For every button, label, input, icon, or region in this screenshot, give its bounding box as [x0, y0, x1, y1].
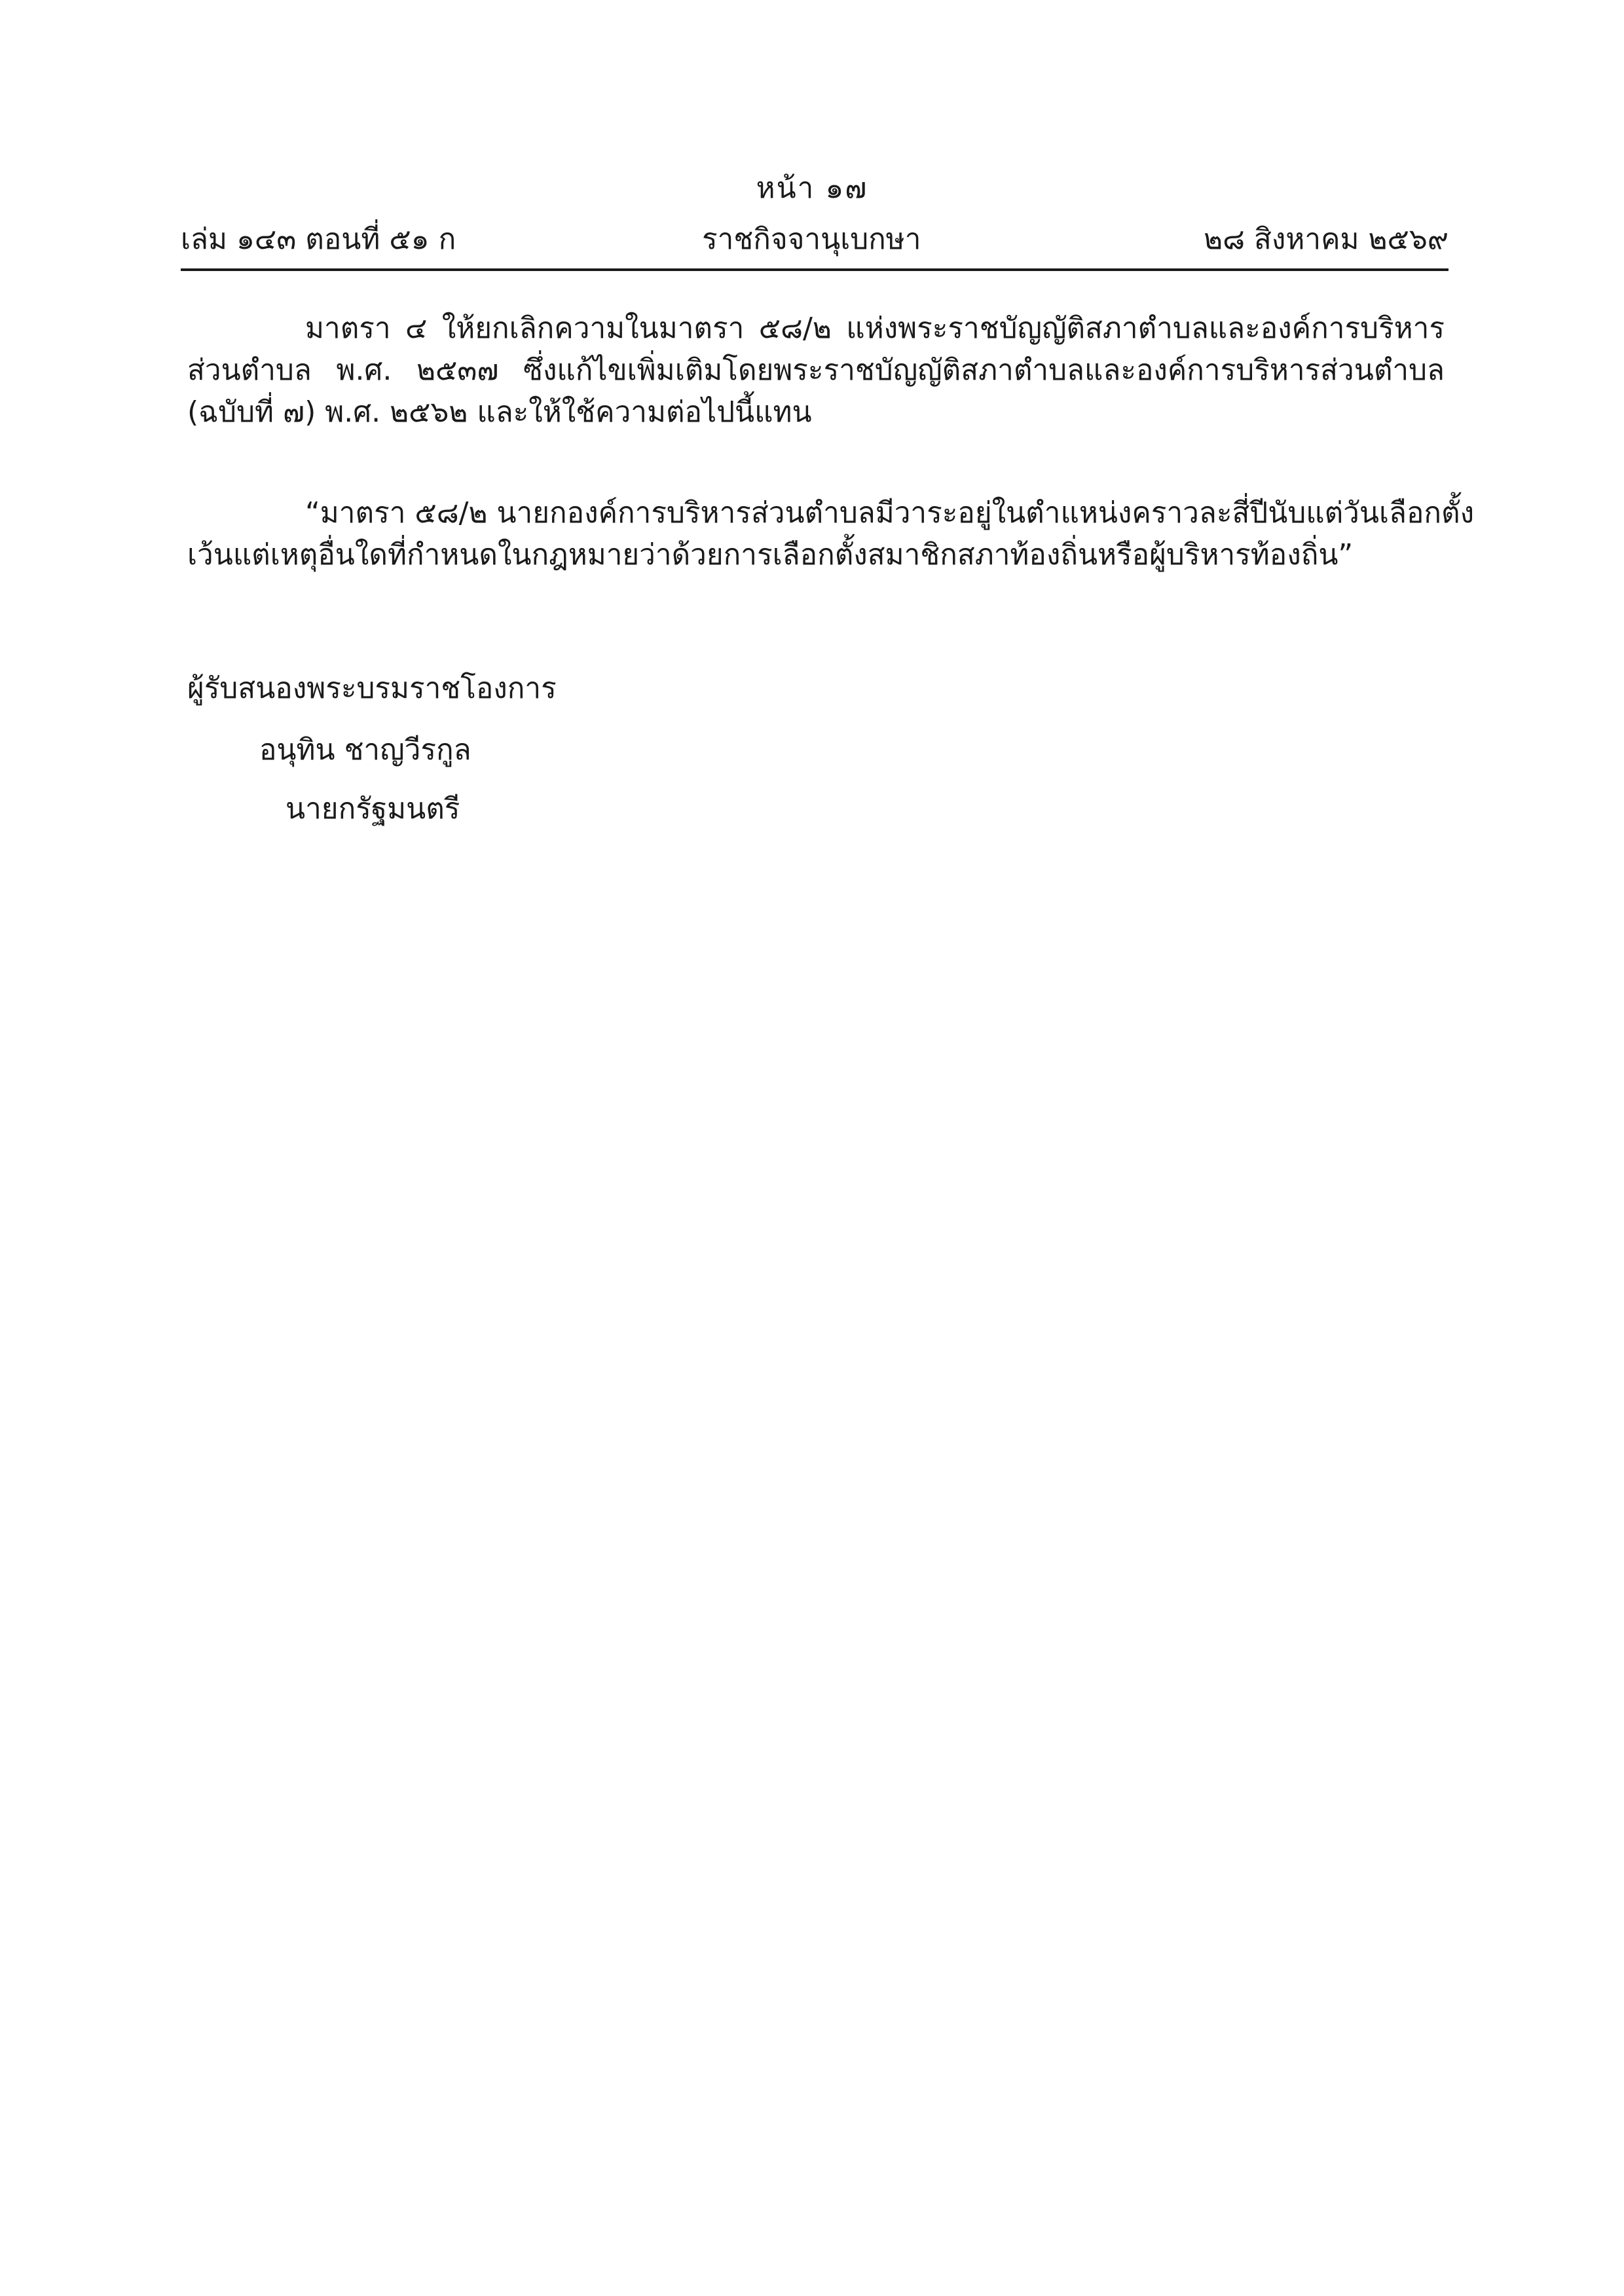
amended-text-quote [187, 492, 1475, 576]
section-4-line-1: มาตรา ๔ ให้ยกเลิกความในมาตรา ๕๘/๒ แห่งพระราชบัญญัติสภาตำบลและองค์การบริหาร [305, 312, 1445, 345]
section-4-line-2: ส่วนตำบล พ.ศ. ๒๕๓๗ ซึ่งแก้ไขเพิ่มเติมโดยพระราชบัญญัติสภาตำบลและองค์การบริหารส่วนตำบล [187, 354, 1445, 387]
quote-line-2: เว้นแต่เหตุอื่นใดที่กำหนดในกฎหมายว่าด้วยการเลือกตั้งสมาชิกสภาท้องถิ่นหรือผู้บริหารท้องถิ่น” [187, 538, 1354, 572]
header-divider [181, 268, 1449, 271]
gazette-name: ราชกิจจานุเบกษา [702, 223, 921, 256]
signatory-name: อนุทิน ชาญวีรกูล [259, 733, 471, 767]
signatory-title: นายกรัฐมนตรี [286, 792, 460, 826]
countersign-label: ผู้รับสนองพระบรมราชโองการ [187, 672, 557, 705]
publication-date: ๒๘ สิงหาคม ๒๕๖๙ [1204, 223, 1449, 256]
section-4-paragraph [187, 308, 1445, 433]
gazette-header [181, 219, 1449, 261]
section-4-line-3: (ฉบับที่ ๗) พ.ศ. ๒๕๖๒ และให้ใช้ความต่อไปนี้แทน [187, 395, 812, 429]
volume-issue: เล่ม ๑๔๓ ตอนที่ ๕๑ ก [181, 223, 456, 256]
quote-line-1: “มาตรา ๕๘/๒ นายกองค์การบริหารส่วนตำบลมีวาระอยู่ในตำแหน่งคราวละสี่ปีนับแต่วันเลือกตั้ง [305, 496, 1475, 530]
page-number: หน้า ๑๗ [756, 172, 868, 205]
